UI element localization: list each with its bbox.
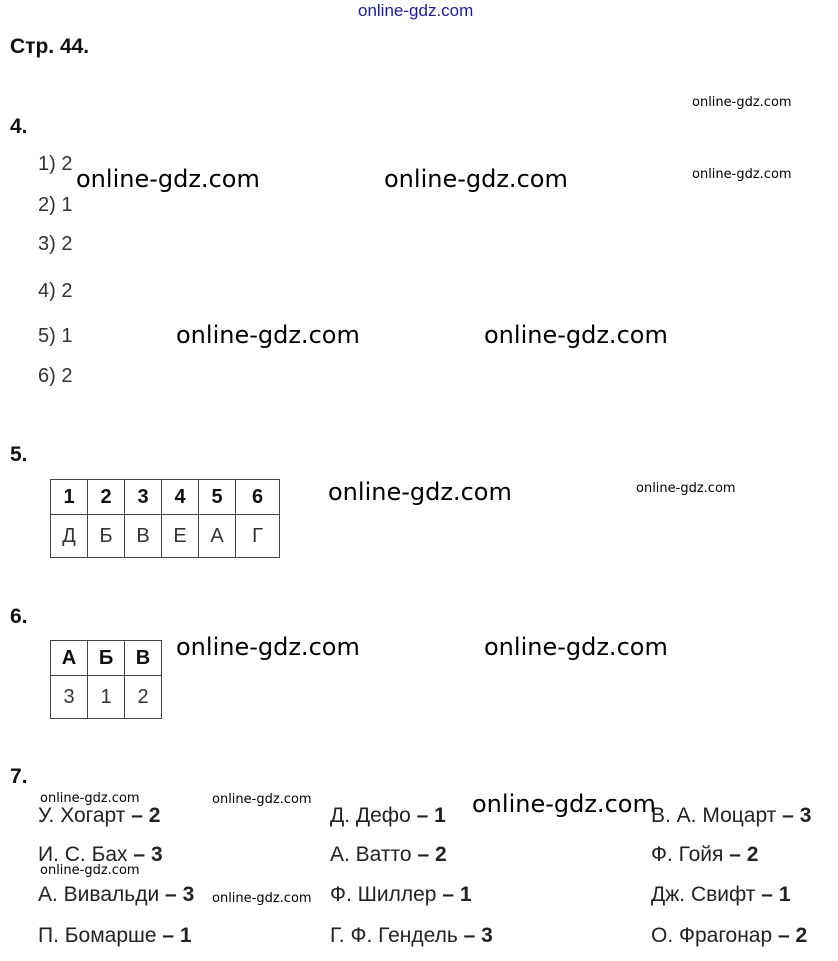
task5-header-cell: 1 — [51, 480, 88, 515]
watermark-large: online-gdz.com — [484, 633, 668, 661]
task5-value-cell: Е — [162, 515, 199, 558]
watermark-large: online-gdz.com — [76, 165, 260, 193]
watermark-large: online-gdz.com — [384, 165, 568, 193]
author-name: Дж. Свифт — [651, 883, 756, 906]
task6-number: 6. — [10, 605, 28, 628]
score: 3 — [799, 804, 812, 827]
task5-value-cell: Б — [88, 515, 125, 558]
watermark-large: online-gdz.com — [328, 478, 512, 506]
dash: – — [416, 804, 429, 827]
score: 3 — [182, 883, 195, 906]
score: 2 — [795, 924, 808, 947]
watermark-small: online-gdz.com — [692, 167, 792, 182]
dash: – — [761, 883, 773, 906]
watermark-small: online-gdz.com — [40, 791, 140, 806]
score: 3 — [481, 924, 493, 947]
task7-pair — [330, 843, 447, 867]
task4-answer-1: 1) 2 — [38, 153, 73, 175]
watermark-large: online-gdz.com — [484, 321, 668, 349]
dash: – — [463, 924, 476, 947]
task4-number: 4. — [10, 115, 28, 138]
task7-pair — [38, 804, 160, 828]
task7-pair — [330, 924, 493, 948]
task5-value-row — [51, 515, 280, 558]
dash: – — [729, 843, 741, 866]
task4-answer-6: 6) 2 — [38, 365, 73, 387]
dash: – — [133, 843, 146, 866]
task6-header-cell: В — [125, 641, 162, 676]
author-name: В. А. Моцарт — [651, 804, 777, 827]
author-name: И. С. Бах — [38, 843, 128, 866]
score: 2 — [148, 804, 161, 827]
dash: – — [131, 804, 143, 827]
author-name: А. Вивальди — [38, 883, 160, 906]
task7-number: 7. — [10, 765, 28, 788]
task5-value-cell: А — [199, 515, 236, 558]
score: 1 — [434, 804, 446, 827]
task7-pair — [38, 924, 192, 948]
task5-header-cell: 6 — [236, 480, 280, 515]
task7-pair — [38, 883, 194, 907]
dash: – — [165, 883, 177, 906]
score: 1 — [778, 883, 791, 906]
task6-value-cell: 2 — [125, 676, 162, 719]
task6-table — [50, 640, 162, 719]
task5-table — [50, 479, 280, 558]
watermark-small: online-gdz.com — [212, 891, 312, 906]
task5-header-cell: 3 — [125, 480, 162, 515]
watermark-large: online-gdz.com — [176, 321, 360, 349]
watermark-large: online-gdz.com — [176, 633, 360, 661]
task6-value-row — [51, 676, 162, 719]
task6-header-cell: Б — [88, 641, 125, 676]
author-name: Д. Дефо — [330, 804, 411, 827]
task7-pair — [330, 883, 472, 907]
dash: – — [778, 924, 790, 947]
task7-pair — [651, 804, 811, 828]
task4-answer-2: 2) 1 — [38, 194, 73, 216]
page-heading: Стр. 44. — [10, 35, 90, 58]
score: 2 — [434, 843, 447, 866]
task7-pair — [651, 843, 758, 867]
watermark-small: online-gdz.com — [692, 95, 792, 110]
watermark-large: online-gdz.com — [472, 790, 656, 818]
task4-answer-3: 3) 2 — [38, 233, 73, 255]
author-name: У. Хогарт — [38, 804, 126, 827]
task7-pair — [651, 883, 791, 907]
dash: – — [162, 924, 175, 947]
watermark-top: online-gdz.com — [358, 1, 474, 20]
watermark-small: online-gdz.com — [212, 792, 312, 807]
task5-header-cell: 5 — [199, 480, 236, 515]
task7-pair — [330, 804, 446, 828]
task4-answer-5: 5) 1 — [38, 325, 73, 347]
task6-header-row — [51, 641, 162, 676]
task4-answer-4: 4) 2 — [38, 280, 73, 302]
task5-header-row — [51, 480, 280, 515]
author-name: П. Бомарше — [38, 924, 157, 947]
dash: – — [417, 843, 430, 866]
score: 2 — [746, 843, 759, 866]
task5-header-cell: 4 — [162, 480, 199, 515]
score: 1 — [459, 883, 472, 906]
author-name: Ф. Гойя — [651, 843, 724, 866]
dash: – — [782, 804, 794, 827]
score: 3 — [150, 843, 163, 866]
author-name: О. Фрагонар — [651, 924, 773, 947]
author-name: А. Ватто — [330, 843, 412, 866]
dash: – — [442, 883, 455, 906]
score: 1 — [179, 924, 192, 947]
task6-header-cell: А — [51, 641, 88, 676]
task5-value-cell: Г — [236, 515, 280, 558]
task6-value-cell: 3 — [51, 676, 88, 719]
watermark-small: online-gdz.com — [40, 863, 140, 878]
task5-value-cell: Д — [51, 515, 88, 558]
task5-number: 5. — [10, 443, 28, 466]
author-name: Ф. Шиллер — [330, 883, 437, 906]
task5-header-cell: 2 — [88, 480, 125, 515]
author-name: Г. Ф. Гендель — [330, 924, 458, 947]
watermark-small: online-gdz.com — [636, 481, 736, 496]
task6-value-cell: 1 — [88, 676, 125, 719]
task7-pair — [651, 924, 807, 948]
task5-value-cell: В — [125, 515, 162, 558]
